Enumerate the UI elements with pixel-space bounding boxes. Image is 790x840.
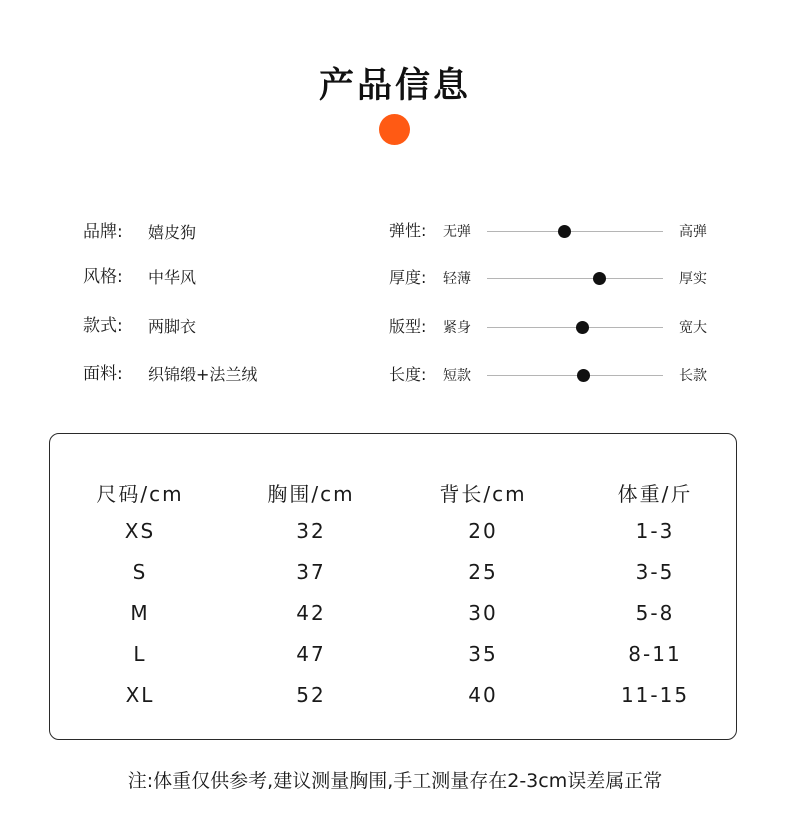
size-table-cell: 32 — [296, 519, 326, 543]
scale-track — [487, 278, 663, 279]
size-table-cell: 47 — [296, 642, 326, 666]
scale-label: 厚度: — [389, 268, 427, 287]
size-table-cell: 42 — [296, 601, 326, 625]
size-table-header: 体重/斤 — [617, 482, 693, 506]
scale-max-label: 宽大 — [679, 320, 707, 336]
size-table-cell: 37 — [296, 560, 326, 584]
scale-max-label: 厚实 — [679, 271, 707, 287]
attribute-design — [83, 314, 197, 338]
size-table-cell: 3-5 — [635, 560, 675, 584]
size-table-cell: 25 — [468, 560, 498, 584]
scale-track — [487, 231, 663, 232]
size-table-cell: 8-11 — [628, 642, 682, 666]
scale-label: 弹性: — [389, 221, 427, 240]
attribute-value: 织锦缎+法兰绒 — [148, 365, 258, 384]
attribute-brand — [83, 220, 197, 244]
attribute-value: 中华风 — [148, 268, 197, 287]
scale-min-label: 无弹 — [443, 224, 471, 240]
scale-knob — [576, 321, 589, 334]
size-table-header: 尺码/cm — [96, 482, 184, 506]
scale-min-label: 紧身 — [443, 320, 471, 336]
size-table-cell: 5-8 — [635, 601, 675, 625]
attribute-label: 款式: — [83, 316, 123, 336]
scale-knob — [593, 272, 606, 285]
scale-min-label: 轻薄 — [443, 271, 471, 287]
scale-label: 版型: — [389, 317, 427, 336]
size-table-cell: L — [133, 642, 147, 666]
scale-thickness — [389, 266, 719, 290]
scale-elasticity — [389, 219, 719, 243]
footnote: 注:体重仅供参考,建议测量胸围,手工测量存在2-3cm误差属正常 — [127, 770, 663, 792]
scale-max-label: 高弹 — [679, 224, 707, 240]
size-table-cell: S — [132, 560, 148, 584]
scale-length — [389, 363, 719, 387]
size-table-cell: 20 — [468, 519, 498, 543]
attribute-value: 嬉皮狗 — [148, 223, 197, 242]
attribute-label: 面料: — [83, 364, 123, 384]
scale-knob — [558, 225, 571, 238]
scale-fit — [389, 315, 719, 339]
scale-label: 长度: — [389, 365, 427, 384]
size-table-cell: M — [130, 601, 150, 625]
size-table-cell: 30 — [468, 601, 498, 625]
size-table-header: 背长/cm — [439, 482, 527, 506]
attribute-fabric — [83, 362, 258, 386]
size-table-cell: 40 — [468, 683, 498, 707]
size-table-cell: 11-15 — [620, 683, 690, 707]
scale-knob — [577, 369, 590, 382]
attribute-value: 两脚衣 — [148, 317, 197, 336]
accent-dot — [379, 114, 410, 145]
attribute-label: 风格: — [83, 267, 123, 287]
size-table-header: 胸围/cm — [267, 482, 355, 506]
size-table-cell: XL — [125, 683, 155, 707]
size-table-cell: XS — [124, 519, 156, 543]
size-table-cell: 52 — [296, 683, 326, 707]
size-table-cell: 1-3 — [635, 519, 675, 543]
attribute-label: 品牌: — [83, 222, 123, 242]
scale-track — [487, 375, 663, 376]
page-title: 产品信息 — [318, 66, 471, 106]
size-table-cell: 35 — [468, 642, 498, 666]
scale-max-label: 长款 — [679, 368, 707, 384]
scale-min-label: 短款 — [443, 368, 471, 384]
scale-track — [487, 327, 663, 328]
attribute-style — [83, 265, 197, 289]
